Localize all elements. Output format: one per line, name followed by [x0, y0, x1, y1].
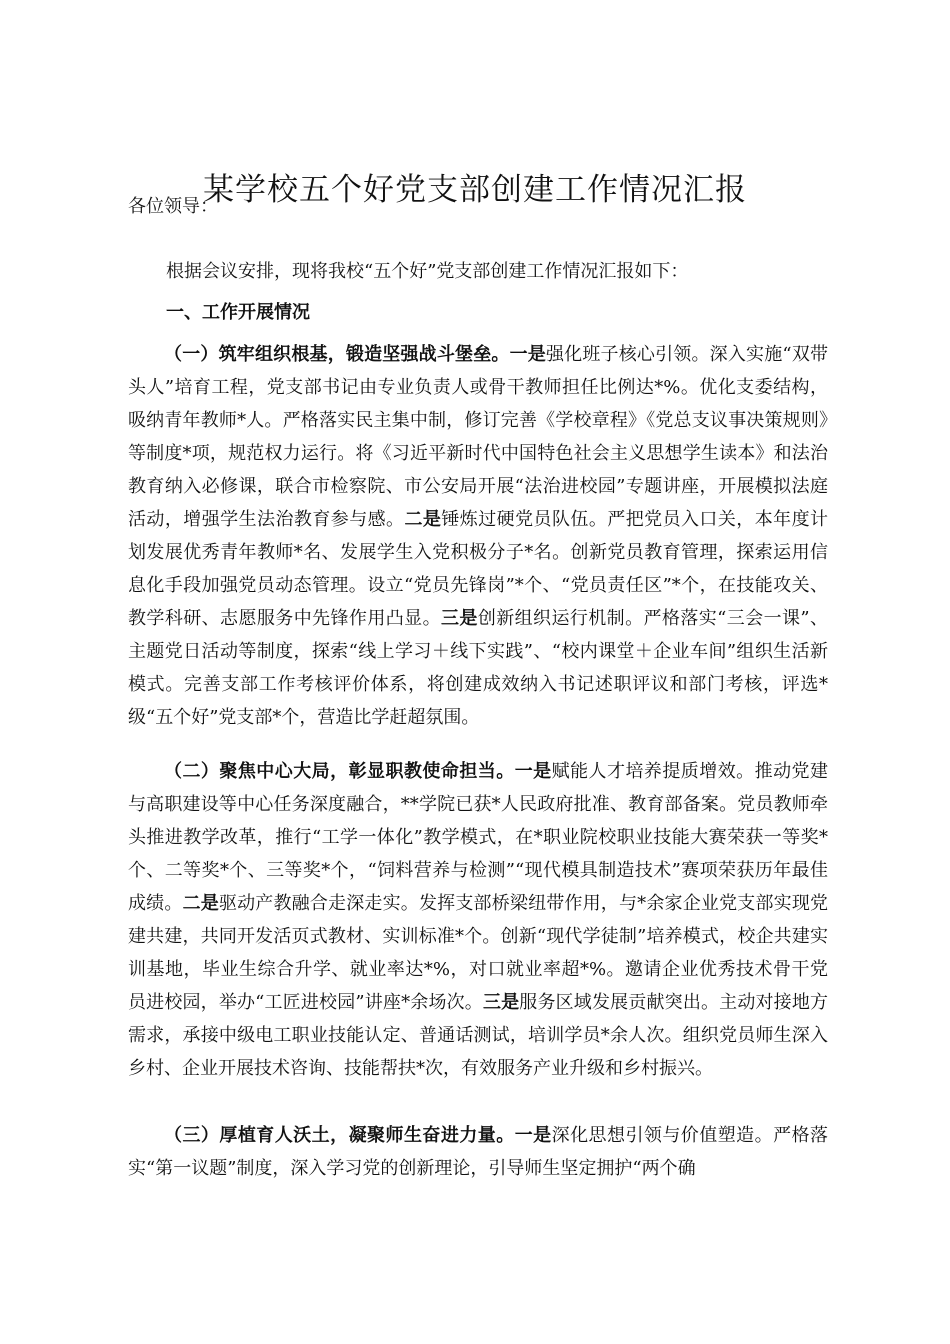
paragraph-1-text-2: 锤炼过硬党员队伍。严把党员入口关，本年度计划发展优秀青年教师*名、发展学生入党积极分子*名。创新党员教育管理，探索运用信息化手段加强党员动态管理。设立“党员先锋岗”*个、“党员责任区”*个，在技能攻关、教学科研、志愿服务中先锋作用凸显。: [128, 509, 829, 629]
paragraph-1-text-3: 创新组织运行机制。严格落实“三会一课”、主题党日活动等制度，探索“线上学习＋线下实践”、“校内课堂＋企业车间”组织生活新模式。完善支部工作考核评价体系，将创建成效纳入书记述职评议和部门考核，评选*级“五个好”党支部*个，营造比学赶超氛围。: [128, 608, 829, 728]
intro-paragraph: 根据会议安排，现将我校“五个好”党支部创建工作情况汇报如下：: [166, 261, 689, 282]
paragraph-3: [128, 1119, 828, 1185]
paragraph-1-keyword-1: 一是: [509, 344, 546, 365]
paragraph-2: [128, 755, 828, 1085]
section-heading: 一、工作开展情况: [166, 302, 310, 323]
paragraph-1-keyword-2: 二是: [404, 509, 442, 530]
document-title: 某学校五个好党支部创建工作情况汇报: [203, 172, 747, 208]
salutation: 各位领导：: [128, 196, 218, 217]
paragraph-2-keyword-2: 二是: [182, 893, 219, 914]
paragraph-3-keyword-1: 一是: [514, 1125, 552, 1146]
paragraph-3-heading: （三）厚植育人沃土，凝聚师生奋进力量。: [164, 1125, 515, 1146]
paragraph-2-heading: （二）聚焦中心大局，彰显职教使命担当。: [164, 761, 515, 782]
paragraph-2-keyword-1: 一是: [514, 761, 552, 782]
paragraph-1-heading: （一）筑牢组织根基，锻造坚强战斗堡垒。: [164, 344, 510, 365]
paragraph-2-text-1: 赋能人才培养提质增效。推动党建与高职建设等中心任务深度融合，**学院已获*人民政府批准、教育部备案。党员教师牵头推进教学改革，推行“工学一体化”教学模式，在*职业院校职业技能大赛荣获一等奖*个、二等奖*个、三等奖*个，“饲料营养与检测”“现代模具制造技术”赛项荣获历年最佳成绩。: [128, 761, 829, 914]
paragraph-2-keyword-3: 三是: [482, 992, 520, 1013]
paragraph-1: [128, 338, 828, 734]
paragraph-1-text-1: 强化班子核心引领。深入实施“双带头人”培育工程，党支部书记由专业负责人或骨干教师担任比例达*%。优化支委结构，吸纳青年教师*人。严格落实民主集中制，修订完善《学校章程》《党总支议事决策规则》等制度*项，规范权力运行。将《习近平新时代中国特色社会主义思想学生读本》和法治教育纳入必修课，联合市检察院、市公安局开展“法治进校园”专题讲座，开展模拟法庭活动，增强学生法治教育参与感。: [128, 344, 829, 530]
paragraph-1-keyword-3: 三是: [440, 608, 478, 629]
paragraph-2-text-3: 服务区域发展贡献突出。主动对接地方需求，承接中级电工职业技能认定、普通话测试，培训学员*余人次。组织党员师生深入乡村、企业开展技术咨询、技能帮扶*次，有效服务产业升级和乡村振兴。: [128, 992, 829, 1079]
paragraph-2-text-2: 驱动产教融合走深走实。发挥支部桥梁纽带作用，与*余家企业党支部实现党建共建，共同开发活页式教材、实训标准*个。创新“现代学徒制”培养模式，校企共建实训基地，毕业生综合升学、就业率达*%，对口就业率超*%。邀请企业优秀技术骨干党员进校园，举办“工匠进校园”讲座*余场次。: [128, 893, 829, 1013]
paragraph-3-text-1: 深化思想引领与价值塑造。严格落实“第一议题”制度，深入学习党的创新理论，引导师生坚定拥护“两个确: [128, 1125, 829, 1179]
